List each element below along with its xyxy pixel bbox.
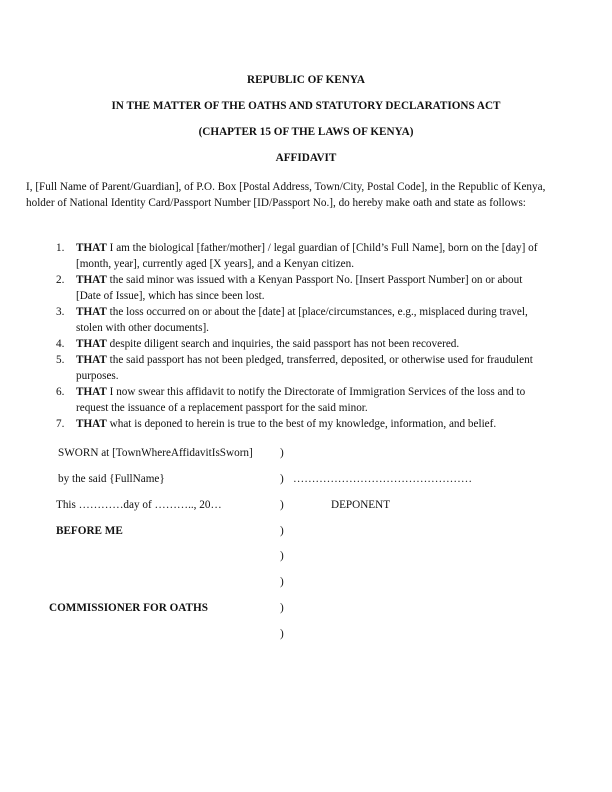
- deponent-label: DEPONENT: [331, 499, 391, 511]
- by-the-said-text: by the said {FullName}: [58, 473, 165, 485]
- clause-item: 6. THAT I now swear this affidavit to notify the Directorate of Immigration Services of the loss and to request the issuance of a replacement passport for the said minor.: [56, 386, 526, 414]
- bracket: ): [280, 576, 284, 588]
- clause-item: 1. THAT I am the biological [father/mother] / legal guardian of [Child’s Full Name], born on the [day] of [month, year], currently aged [X years], and a Kenyan citizen.: [56, 242, 538, 270]
- clause-list: [56, 240, 546, 432]
- heading-matter: IN THE MATTER OF THE OATHS AND STATUTORY DECLARATIONS ACT: [111, 100, 501, 112]
- clause-item: 2. THAT the said minor was issued with a Kenyan Passport No. [Insert Passport Number] on or about [Date of Issue], which has since been lost.: [56, 274, 523, 302]
- bracket: ): [280, 525, 284, 537]
- clause-item: 3. THAT the loss occurred on or about the [date] at [place/circumstances, e.g., misplaced during travel, stolen with other documents].: [56, 306, 528, 334]
- sworn-at-text: SWORN at [TownWhereAffidavitIsSworn]: [58, 447, 253, 459]
- clause-item: 5. THAT the said passport has not been pledged, transferred, deposited, or otherwise used for fraudulent purposes.: [56, 354, 533, 382]
- deponent-signature-line: …………………………………………: [293, 473, 472, 485]
- commissioner-label: COMMISSIONER FOR OATHS: [49, 602, 208, 614]
- heading-affidavit: AFFIDAVIT: [275, 152, 337, 164]
- bracket: ): [280, 447, 284, 459]
- bracket: ): [280, 473, 284, 485]
- clause-item: 4. THAT despite diligent search and inquiries, the said passport has not been recovered.: [56, 338, 460, 350]
- clause-item: 7. THAT what is deponed to herein is true to the best of my knowledge, information, and belief.: [56, 418, 497, 430]
- bracket: ): [280, 550, 284, 562]
- this-day-text: This …………day of ……….., 20…: [56, 499, 222, 511]
- bracket: ): [280, 628, 284, 640]
- heading-chapter: (CHAPTER 15 OF THE LAWS OF KENYA): [198, 126, 414, 138]
- before-me-label: BEFORE ME: [56, 525, 123, 537]
- heading-republic: REPUBLIC OF KENYA: [247, 74, 365, 86]
- bracket: ): [280, 602, 284, 614]
- intro-paragraph: I, [Full Name of Parent/Guardian], of P.O. Box [Postal Address, Town/City, Postal Code], in the Republic of Kenya, holder of National Identity Card/Passport Number [ID/Passport No.], do hereby make oath and state as follows:: [26, 181, 546, 209]
- bracket: ): [280, 499, 284, 511]
